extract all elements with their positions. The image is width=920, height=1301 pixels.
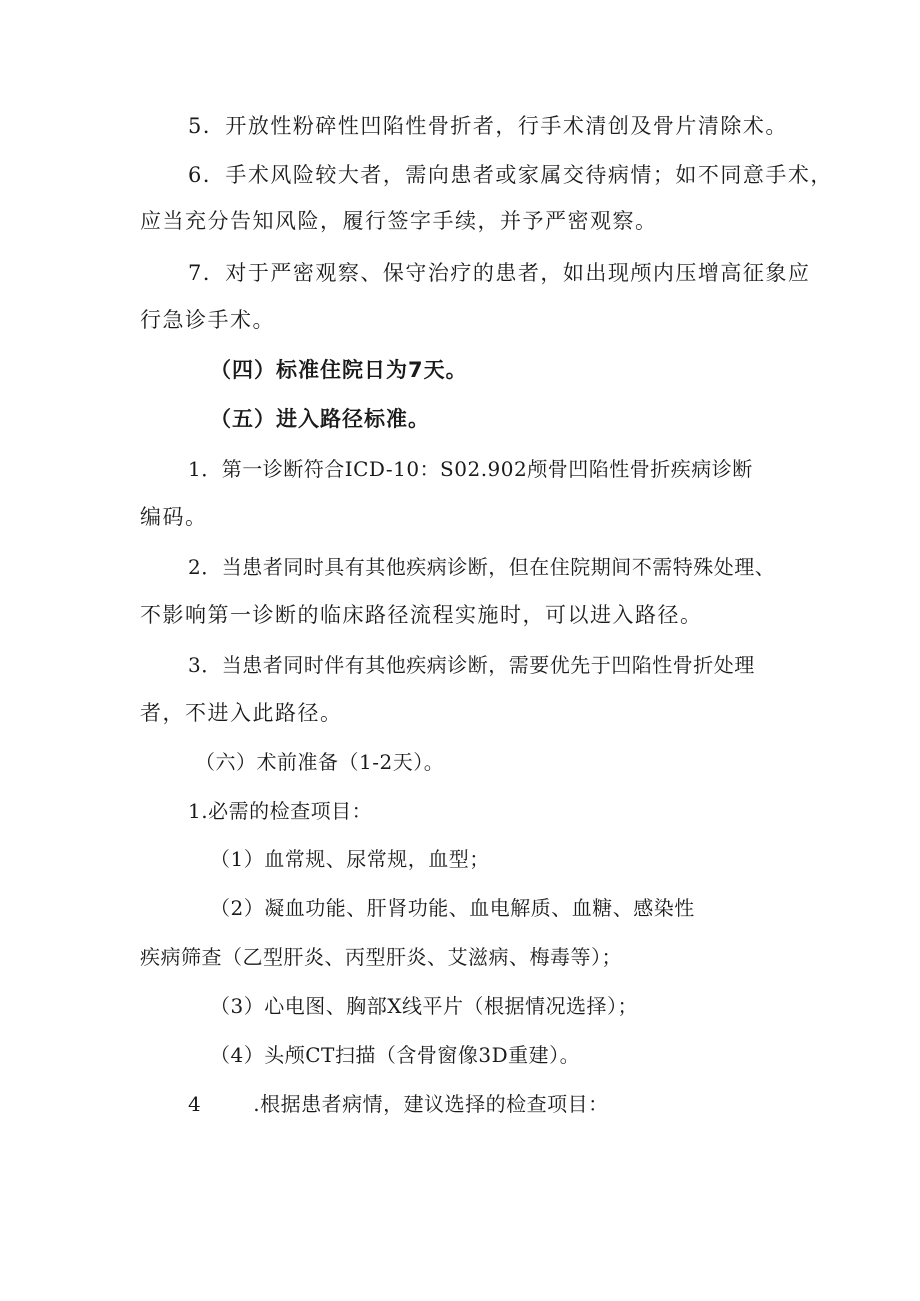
paragraph-7-line-1: 7．对于严密观察、保守治疗的患者，如出现颅内压增高征象应 bbox=[188, 261, 811, 285]
exam-item-3: （3）心电图、胸部X线平片（根据情况选择）； bbox=[210, 994, 638, 1018]
paragraph-6-line-2: 应当充分告知风险，履行签字手续，并予严密观察。 bbox=[140, 209, 658, 233]
section-heading-6: （六）术前准备（1-2天）。 bbox=[195, 750, 445, 774]
exam-list-heading: 1.必需的检查项目： bbox=[188, 799, 373, 823]
criterion-3-line-1: 3．当患者同时伴有其他疾病诊断，需要优先于凹陷性骨折处理 bbox=[188, 653, 755, 677]
suggested-exam-heading bbox=[188, 1090, 609, 1118]
suggested-exam-text: .根据患者病情，建议选择的检查项目： bbox=[253, 1092, 609, 1116]
paragraph-6-line-1: 6．手术风险较大者，需向患者或家属交待病情；如不同意手术， bbox=[188, 163, 833, 187]
criterion-3-line-2: 者，不进入此路径。 bbox=[140, 701, 343, 725]
paragraph-5: 5．开放性粉碎性凹陷性骨折者，行手术清创及骨片清除术。 bbox=[188, 114, 788, 138]
suggested-exam-number: 4 bbox=[188, 1092, 202, 1116]
exam-item-2-line-2: 疾病筛查（乙型肝炎、丙型肝炎、艾滋病、梅毒等）； bbox=[140, 945, 622, 969]
exam-item-2-line-1: （2）凝血功能、肝肾功能、血电解质、血糖、感染性 bbox=[210, 896, 695, 920]
section-heading-5: （五）进入路径标准。 bbox=[210, 407, 430, 431]
exam-item-1: （1）血常规、尿常规，血型； bbox=[210, 847, 490, 871]
criterion-2-line-2: 不影响第一诊断的临床路径流程实施时，可以进入路径。 bbox=[140, 603, 703, 627]
criterion-1-line-2: 编码。 bbox=[140, 505, 208, 529]
paragraph-7-line-2: 行急诊手术。 bbox=[140, 308, 275, 332]
criterion-1-line-1: 1．第一诊断符合ICD-10：S02.902颅骨凹陷性骨折疾病诊断 bbox=[188, 457, 753, 481]
exam-item-4: （4）头颅CT扫描（含骨窗像3D重建）。 bbox=[210, 1043, 581, 1067]
section-heading-4: （四）标准住院日为7天。 bbox=[210, 358, 468, 382]
criterion-2-line-1: 2．当患者同时具有其他疾病诊断，但在住院期间不需特殊处理、 bbox=[188, 555, 776, 579]
